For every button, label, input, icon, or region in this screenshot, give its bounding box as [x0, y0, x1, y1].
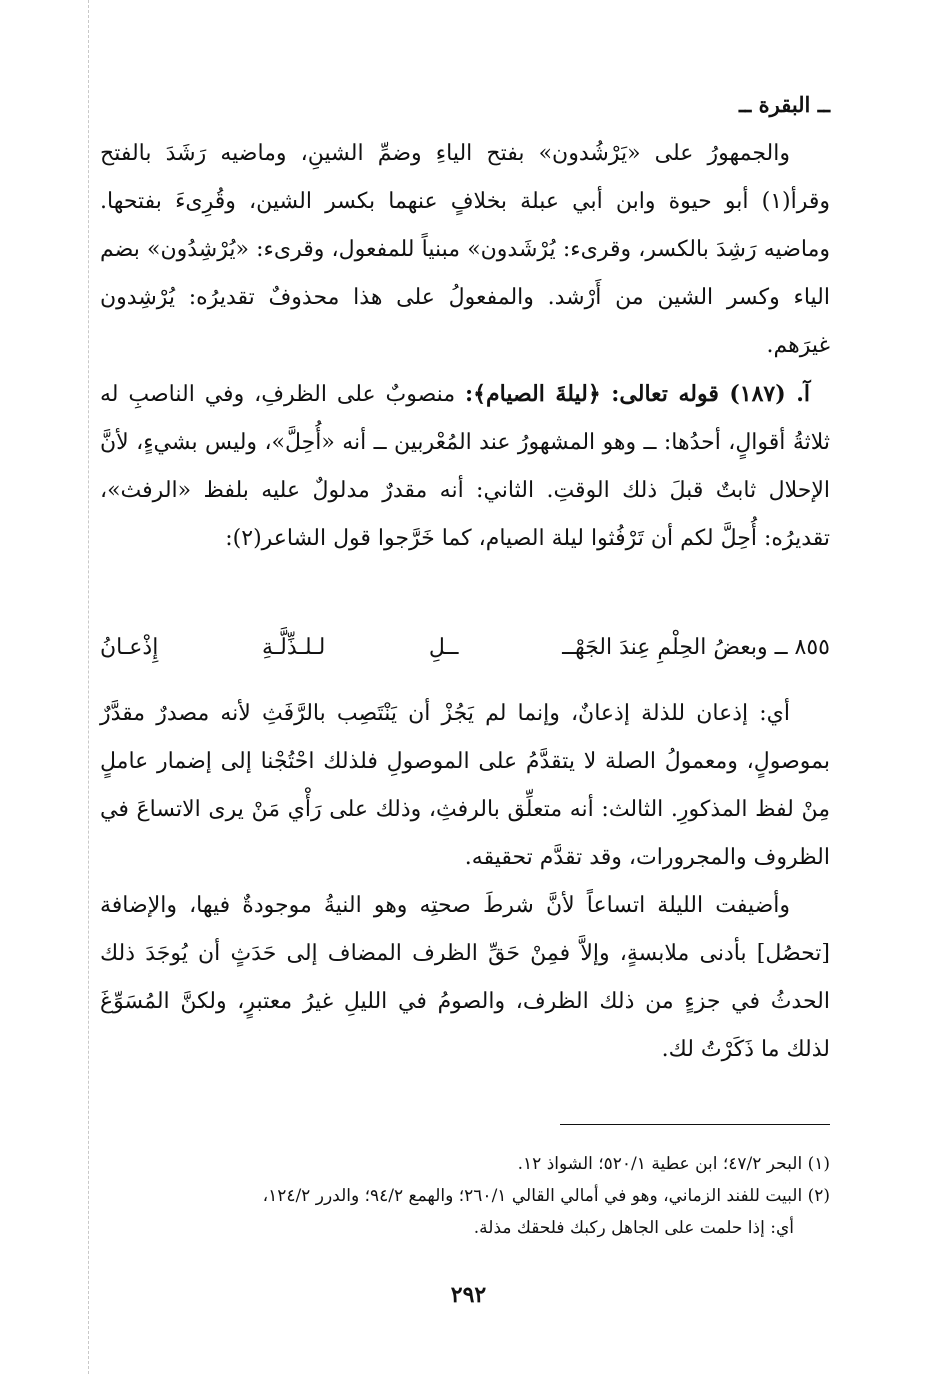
verse-part-1: ٨٥٥ ــ وبعضُ الحِلْمِ عِندَ الجَهْــ	[562, 635, 830, 660]
book-page	[100, 0, 830, 1374]
verse-heading: آ. (١٨٧) قوله تعالى: ﴿ليلةَ الصيام﴾:	[465, 381, 810, 407]
scan-edge-dashed-line	[88, 0, 89, 1374]
footnote-2-continuation: أي: إذا حلمت على الجاهل ركبك فلحقك مذلة.	[473, 1218, 794, 1238]
verse-part-4: إِذْعـانُ	[100, 635, 159, 660]
running-header: ــ البقرة ــ	[738, 92, 830, 117]
footnote-1: (١) البحر ٤٧/٢؛ ابن عطية ٥٢٠/١؛ الشواذ ١٢.	[517, 1154, 830, 1174]
paragraph-1: والجمهورُ على «يَرْشُدون» بفتح الياءِ وضمِّ الشينِ، وماضيه رَشَدَ بالفتح وقرأ(١) أبو حيوة وابن أبي عبلة بخلافٍ عنهما بكسر الشين، وقُرِىءَ بفتحها. وماضيه رَشِدَ بالكسر، وقرىء: يُرْشَدون» مبنياً للمفعول، وقرىء: «يُرْشِدُون» بضم الياء وكسر الشين من أَرْشد. والمفعولُ على هذا محذوفٌ تقديرُه: يُرْشِدون غيرَهم.	[100, 141, 830, 358]
verse-part-3: لـلـذِّلَّـةِ	[261, 635, 326, 660]
footnote-separator	[560, 1124, 830, 1125]
page-number: ٢٩٢	[450, 1282, 487, 1308]
paragraph-2	[100, 370, 830, 563]
paragraph-2-text: منصوبٌ على الظرفِ، وفي الناصبِ له ثلاثةُ أقوالٍ، أحدُها: ــ وهو المشهورُ عند المُعْربين ــ أنه «أُحِلَّ»، وليس بشيءٍ، لأنَّ الإحلال ثابتٌ قبلَ ذلك الوقتِ. الثاني: أنه مقدرٌ مدلولٌ عليه بلفظ «الرفث»، تقديرُه: أُحِلَّ لكم أن تَرْفُثوا ليلة الصيام، كما خَرَّجوا قول الشاعر(٢):	[100, 382, 830, 551]
verse-part-2: ــلِ	[428, 635, 459, 660]
footnote-2: (٢) البيت للفند الزماني، وهو في أمالي القالي ٢٦٠/١؛ والهمع ٩٤/٢؛ والدرر ١٢٤/٢،	[262, 1186, 830, 1206]
paragraph-4: وأضيفت الليلة اتساعاً لأنَّ شرطَ صحتِه وهو النيةُ موجودةٌ فيها، والإضافة [تحصُل] بأدنى ملابسةٍ، وإلاَّ فمِنْ حَقِّ الظرف المضاف إلى حَدَثٍ أن يُوجَدَ ذلك الحدثُ في جزءٍ من ذلك الظرف، والصومُ في الليلِ غيرُ معتبرٍ، ولكنَّ المُسَوِّغَ لذلك ما ذَكَرْتُ لك.	[100, 893, 830, 1062]
footnotes	[100, 1148, 830, 1244]
paragraph-3: أي: إذعان للذلة إذعانٌ، وإنما لم يَجُزْ أن يَنْتَصِب بالرَّفَثِ لأنه مصدرٌ مقدَّرٌ بموصولٍ، ومعمولُ الصلة لا يتقدَّمُ على الموصولِ فلذلك احْتُجْنا إلى إضمار عاملٍ مِنْ لفظ المذكورِ. الثالث: أنه متعلِّق بالرفثِ، وذلك على رَأْي مَنْ يرى الاتساعَ في الظروف والمجرورات، وقد تقدَّم تحقيقه.	[100, 701, 831, 870]
poetry-verse	[100, 626, 830, 670]
